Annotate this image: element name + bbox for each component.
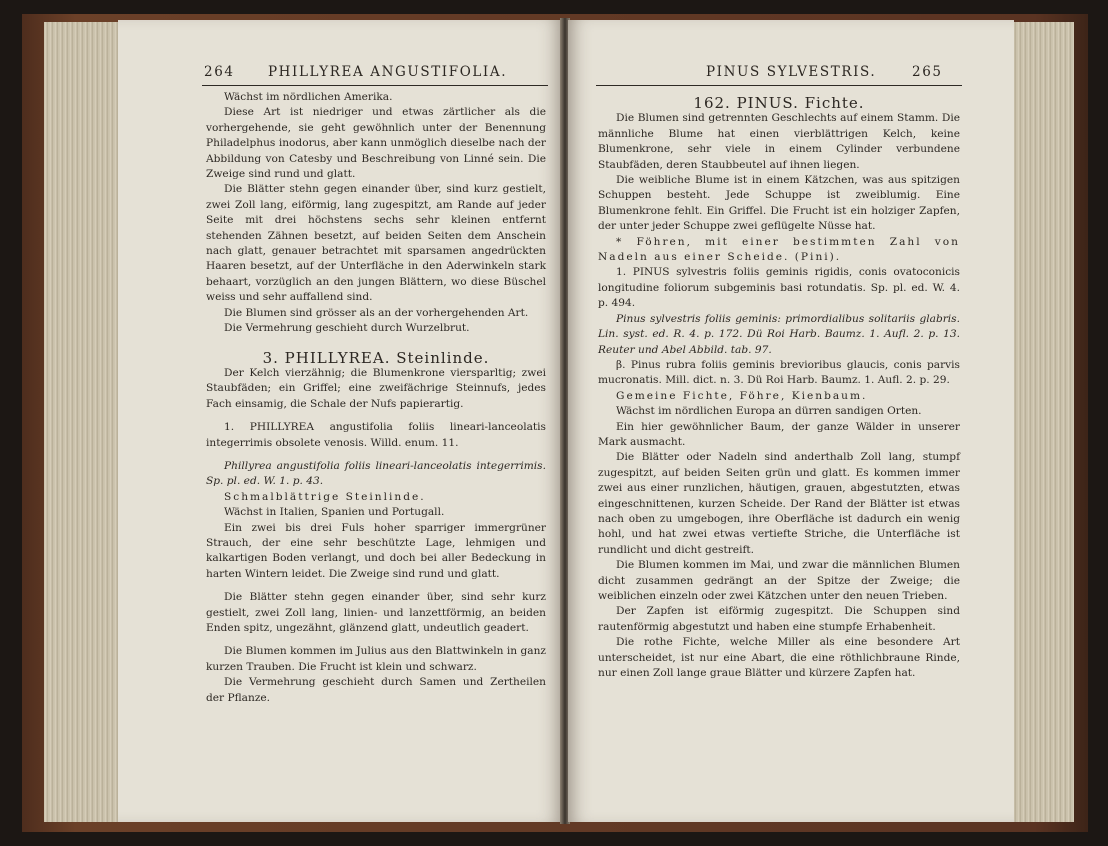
paragraph: Ein hier gewöhnlicher Baum, der ganze Wälder in unserer Mark ausmacht.	[598, 420, 960, 448]
paragraph: Die Blumen kommen im Mai, und zwar die männlichen Blumen dicht zusammen gedrängt an der Spitze der Zweige; die weiblichen einzeln oder zwei Kätzchen unter den neuen Trieben.	[598, 559, 960, 602]
left-page	[118, 20, 562, 822]
paragraph: Wächst in Italien, Spanien und Portugall.	[224, 506, 445, 519]
paragraph: Wächst im nördlichen Europa an dürren sandigen Orten.	[616, 405, 922, 418]
spacer	[206, 636, 546, 644]
synonym-entry: Pinus sylvestris foliis geminis: primordialibus solitariis glabris. Lin. syst. ed. R. 4. p. 172. Dü Roi Harb. Baumz. 1. Aufl. 2. p. 13. Reuter und Abel Abbild. tab. 97.	[598, 312, 960, 356]
paragraph: Die weibliche Blume ist in einem Kätzchen, was aus spitzigen Schuppen besteht. Jede Schuppe ist zweiblumig. Eine Blumenkrone fehlt. Ein Griffel. Die Frucht ist ein holziger Zapfen, der unter jeder Schuppe zwei geflügelte Nüsse hat.	[598, 174, 960, 233]
paragraph: Wächst im nördlichen Amerika.	[224, 91, 393, 103]
section-heading-phillyrea: 3. PHILLYREA. Steinlinde.	[262, 348, 490, 367]
page-number-left: 264	[204, 64, 235, 80]
species-entry: 1. PHILLYREA angustifolia foliis lineari-lanceolatis integerrimis obsolete venosis. Willd. enum. 11.	[206, 421, 546, 449]
paragraph: Die Blumen kommen im Julius aus den Blattwinkeln in ganz kurzen Trauben. Die Frucht ist klein und schwarz.	[206, 645, 546, 673]
paragraph: Die Vermehrung geschieht durch Samen und Zertheilen der Pflanze.	[206, 676, 546, 704]
paragraph: Die Blumen sind getrennten Geschlechts auf einem Stamm. Die männliche Blume hat einen vierblättrigen Kelch, keine Blumenkrone, sehr viele in einem Cylinder verbundene Staubfäden, deren Staubbeutel auf ihnen liegen.	[598, 112, 960, 171]
spacer	[206, 582, 546, 590]
spacer	[206, 451, 546, 459]
running-head-right: PINUS SYLVESTRIS.	[706, 64, 877, 80]
header-rule-right	[596, 85, 962, 86]
paragraph: Der Kelch vierzähnig; die Blumenkrone viersparltig; zwei Staubfäden; ein Griffel; eine zweifächrige Steinnufs, jedes Fach einsamig, die Schale der Nufs papierartig.	[206, 366, 546, 410]
synonym-entry: Phillyrea angustifolia foliis lineari-lanceolatis integerrimis. Sp. pl. ed. W. 1. p. 43.	[206, 459, 546, 488]
right-page	[568, 20, 1014, 822]
header-rule-left	[202, 85, 548, 86]
page-edges-right	[1012, 22, 1074, 822]
left-page-body	[206, 90, 546, 706]
paragraph: Die Blätter oder Nadeln sind anderthalb Zoll lang, stumpf zugespitzt, auf beiden Seiten grün und glatt. Es kommen immer zwei aus einer runzlichen, häutigen, grauen, abgestutzten, etwas eingeschnittenen, kurzen Scheide. Der Rand der Blätter ist etwas nach oben zu umgebogen, ihre Oberfläche ist dadurch ein wenig hohl, und hat zwei etwas vertiefte Striche, die Unterfläche ist rundlicht und dicht gestreift.	[598, 451, 960, 556]
right-page-body	[598, 90, 960, 681]
spacer	[206, 412, 546, 420]
section-heading-pinus: 162. PINUS. Fichte.	[693, 94, 865, 112]
paragraph: Die Blätter stehn gegen einander über, sind kurz gestielt, zwei Zoll lang, eiförmig, lang zugespitzt, am Rande auf jeder Seite mit drei höchstens sechs sehr kleinen entfernt stehenden Zähnen besetzt, auf beiden Seiten dem Anschein nach glatt, genauer betrachtet mit sparsamen angedrückten Haaren besetzt, auf der Unterfläche in den Aderwinkeln stark behaart, vorzüglich an den jungen Blättern, wo diese Büschel weiss und sehr auffallend sind.	[206, 183, 546, 304]
paragraph: Die Vermehrung geschieht durch Wurzelbrut.	[224, 322, 470, 335]
variety-entry: β. Pinus rubra foliis geminis brevioribus glaucis, conis parvis mucronatis. Mill. dict. n. 3. Dü Roi Harb. Baumz. 1. Aufl. 2. p. 29.	[598, 358, 960, 387]
paragraph: Diese Art ist niedriger und etwas zärtlicher als die vorhergehende, sie geht gewöhnlich unter der Benennung Philadelphus inodorus, aber kann unmöglich dieselbe nach der Abbildung von Catesby und Beschreibung von Linné sein. Die Zweige sind rund und glatt.	[206, 106, 546, 181]
common-name: Gemeine Fichte, Föhre, Kienbaum.	[616, 389, 868, 402]
page-edges-left	[44, 22, 120, 822]
paragraph: Ein zwei bis drei Fuls hoher sparriger immergrüner Strauch, der eine sehr beschützte Lage, lehmigen und kalkartigen Boden verlangt, und doch bei aller Bedeckung in harten Wintern leidet. Die Zweige sind rund und glatt.	[206, 521, 546, 580]
paragraph: Die Blätter stehn gegen einander über, sind sehr kurz gestielt, zwei Zoll lang, linien- und lanzettförmig, an beiden Enden spitz, ungezähnt, glänzend glatt, undeutlich geadert.	[206, 591, 546, 634]
paragraph: Die Blumen sind grösser als an der vorhergehenden Art.	[224, 306, 529, 319]
page-number-right: 265	[912, 64, 943, 80]
common-name: Schmalblättrige Steinlinde.	[224, 490, 426, 503]
running-head-left: PHILLYREA ANGUSTIFOLIA.	[268, 64, 508, 80]
species-entry: 1. PINUS sylvestris foliis geminis rigidis, conis ovatoconicis longitudine foliorum subgeminis basi rotundatis. Sp. pl. ed. W. 4. p. 494.	[598, 266, 960, 310]
subsection-heading: * Föhren, mit einer bestimmten Zahl von Nadeln aus einer Scheide. (Pini).	[598, 235, 960, 264]
paragraph: Der Zapfen ist eiförmig zugespitzt. Die Schuppen sind rautenförmig abgestutzt und haben eine stumpfe Erhabenheit.	[598, 605, 960, 633]
paragraph: Die rothe Fichte, welche Miller als eine besondere Art unterscheidet, ist nur eine Abart, die eine röthlichbraune Rinde, nur einen Zoll lange graue Blätter und kürzere Zapfen hat.	[598, 636, 960, 680]
